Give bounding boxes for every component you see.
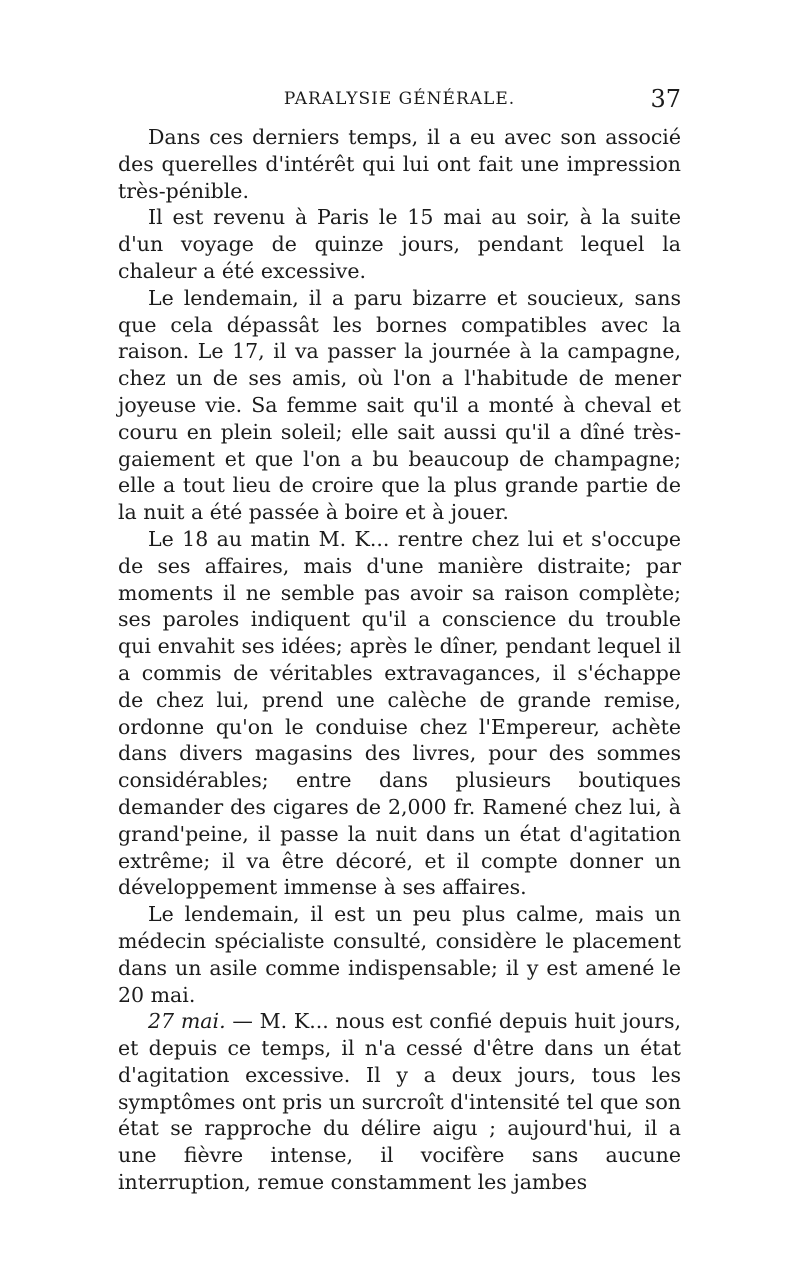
page-header xyxy=(118,87,681,117)
paragraph: Il est revenu à Paris le 15 mai au soir, à la suite d'un voyage de quinze jours, pendant lequel la chaleur a été excessive. xyxy=(118,205,681,283)
paragraph: Le lendemain, il a paru bizarre et soucieux, sans que cela dépassât les bornes compatibles avec la raison. Le 17, il va passer la journée à la campagne, chez un de ses amis, où l'on a l'habitude de mener joyeuse vie. Sa femme sait qu'il a monté à cheval et couru en plein soleil; elle sait aussi qu'il a dîné très-gaiement et que l'on a bu beaucoup de champagne; elle a tout lieu de croire que la plus grande partie de la nuit a été passée à boire et à jouer. xyxy=(118,285,681,525)
entry-text: — M. K... nous est confié depuis huit jours, et depuis ce temps, il n'a cessé d'être dans un état d'agitation excessive. Il y a deux jours, tous les symptômes ont pris un surcroît d'intensité tel que son état se rapproche du délire aigu ; aujourd'hui, il a une fièvre intense, il vocifère sans aucune interruption, remue constamment les jambes xyxy=(118,1009,681,1195)
page-number: 37 xyxy=(650,85,681,113)
body-text xyxy=(118,124,681,1196)
paragraph: Le 18 au matin M. K... rentre chez lui et s'occupe de ses affaires, mais d'une manière distraite; par moments il ne semble pas avoir sa raison complète; ses paroles indiquent qu'il a conscience du trouble qui envahit ses idées; après le dîner, pendant lequel il a commis de véritables extravagances, il s'échappe de chez lui, prend une calèche de grande remise, ordonne qu'on le conduise chez l'Empereur, achète dans divers magasins des livres, pour des sommes considérables; entre dans plusieurs boutiques demander des cigares de 2,000 fr. Ramené chez lui, à grand'peine, il passe la nuit dans un état d'agitation extrême; il va être décoré, et il compte donner un développement immense à ses affaires. xyxy=(118,526,681,900)
paragraph: Dans ces derniers temps, il a eu avec son associé des querelles d'intérêt qui lui ont fait une impression très-pénible. xyxy=(118,125,681,203)
entry-date: 27 mai. xyxy=(148,1009,226,1034)
paragraph: Le lendemain, il est un peu plus calme, mais un médecin spécialiste consulté, considère le placement dans un asile comme indispensable; il y est amené le 20 mai. xyxy=(118,902,681,1007)
paragraph xyxy=(118,1008,681,1196)
running-title: PARALYSIE GÉNÉRALE. xyxy=(283,89,516,109)
